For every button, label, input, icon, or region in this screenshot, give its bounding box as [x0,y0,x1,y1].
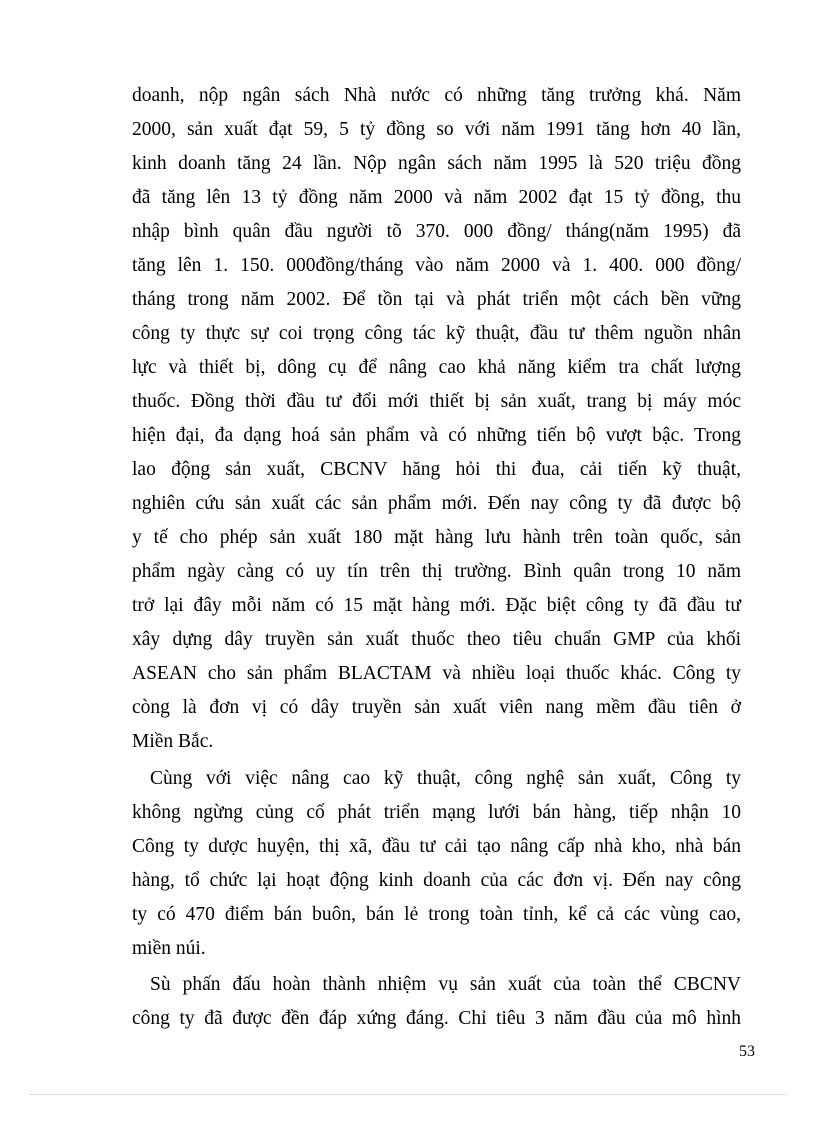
text-line: Miền Bắc. [132,731,214,752]
text-line: Sù phấn đấu hoàn thành nhiệm vụ sản xuất của toàn thể CBCNV [150,974,741,995]
text-line: công ty thực sự coi trọng công tác kỹ thuật, đầu tư thêm nguồn nhân [132,323,741,344]
text-line: nghiên cứu sản xuất các sản phẩm mới. Đến nay công ty đã được bộ [132,493,741,514]
text-line: xây dựng dây truyền sản xuất thuốc theo tiêu chuẩn GMP của khối [132,629,741,650]
text-line: đã tăng lên 13 tỷ đồng năm 2000 và năm 2002 đạt 15 tỷ đồng, thu [132,187,741,208]
text-line: Cùng với việc nâng cao kỹ thuật, công nghệ sản xuất, Công ty [150,768,741,789]
text-line: tăng lên 1. 150. 000đồng/tháng vào năm 2000 và 1. 400. 000 đồng/ [132,255,741,276]
text-line: tháng trong năm 2002. Để tồn tại và phát triển một cách bền vững [132,289,741,310]
text-line: phẩm ngày càng có uy tín trên thị trường. Bình quân trong 10 năm [132,561,741,582]
text-line: hiện đại, đa dạng hoá sản phẩm và có những tiến bộ vượt bậc. Trong [132,425,741,446]
text-line: ASEAN cho sản phẩm BLACTAM và nhiều loại thuốc khác. Công ty [132,663,741,684]
text-line: miền núi. [132,938,206,959]
text-line: trở lại đây mỗi năm có 15 mặt hàng mới. Đặc biệt công ty đã đầu tư [132,595,741,616]
text-line: kinh doanh tăng 24 lần. Nộp ngân sách năm 1995 là 520 triệu đồng [132,153,741,174]
text-line: ty có 470 điểm bán buôn, bán lẻ trong toàn tỉnh, kể cả các vùng cao, [132,904,741,925]
page-number: 53 [739,1043,755,1060]
text-line: không ngừng củng cố phát triển mạng lưới bán hàng, tiếp nhận 10 [132,802,741,823]
text-line: nhập bình quân đầu người tõ 370. 000 đồng/ tháng(năm 1995) đã [132,221,741,242]
text-line: y tế cho phép sản xuất 180 mặt hàng lưu hành trên toàn quốc, sản [132,527,741,548]
text-line: lao động sản xuất, CBCNV hăng hỏi thi đua, cải tiến kỹ thuật, [132,459,741,480]
text-line: doanh, nộp ngân sách Nhà nước có những tăng trưởng khá. Năm [132,85,741,106]
text-line: thuốc. Đồng thời đầu tư đổi mới thiết bị sản xuất, trang bị máy móc [132,391,741,412]
page-bottom-divider [30,1094,786,1095]
text-line: 2000, sản xuất đạt 59, 5 tỷ đồng so với năm 1991 tăng hơn 40 lần, [132,119,741,140]
text-line: Công ty dược huyện, thị xã, đầu tư cải tạo nâng cấp nhà kho, nhà bán [132,836,741,857]
text-line: hàng, tổ chức lại hoạt động kinh doanh của các đơn vị. Đến nay công [132,870,741,891]
text-line: công ty đã được đền đáp xứng đáng. Chỉ tiêu 3 năm đầu của mô hình [132,1008,741,1029]
text-line: lực và thiết bị, dông cụ để nâng cao khả năng kiểm tra chất lượng [132,357,741,378]
text-line: còng là đơn vị có dây truyền sản xuất viên nang mềm đầu tiên ở [132,697,741,718]
